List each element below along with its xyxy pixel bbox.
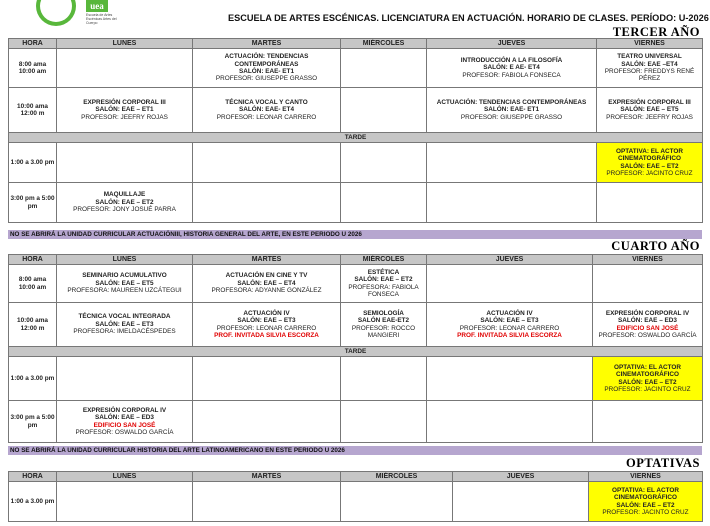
- classroom: SALÓN: EAE- ET1: [483, 106, 540, 114]
- classroom: SALÓN: EAE- ET1: [238, 68, 295, 75]
- professor: PROFESOR: ROCCO MANGIERI: [351, 324, 416, 339]
- table-header-row: [9, 255, 703, 265]
- class-cell-empty: [427, 143, 597, 183]
- class-cell-empty: [193, 357, 341, 401]
- classroom: SALÓN: EAE – ET1: [95, 106, 154, 114]
- class-cell-empty: [427, 357, 593, 401]
- class-cell: [57, 265, 193, 303]
- table-header-row: [9, 39, 703, 49]
- col-viernes: VIERNES: [589, 472, 703, 482]
- class-cell-empty: [427, 401, 593, 443]
- classroom: SALÓN: EAE – ED3: [95, 414, 154, 422]
- table-header-row: [9, 472, 703, 482]
- class-cell: [57, 183, 193, 223]
- course-name: ACTUACIÓN: TENDENCIAS CONTEMPORÁNEAS: [436, 98, 587, 106]
- professor: PROFESOR: OSWALDO GARCÍA: [75, 428, 174, 436]
- classroom: SALÓN: EAE – ET2: [618, 378, 677, 386]
- logo-mark: uea: [86, 0, 108, 12]
- afternoon-separator: [9, 347, 703, 357]
- closure-notice: NO SE ABRIRÁ LA UNIDAD CURRICULAR HISTORIA DEL ARTE LATINOAMERICANO EN ESTE PERIODO U 2026: [8, 446, 702, 455]
- logo-subtitle: Escuela de Artes Escénicas Artes del Cuerpo: [86, 13, 117, 25]
- table-row: [9, 303, 703, 347]
- class-cell: [427, 49, 597, 88]
- university-logo: [36, 0, 128, 30]
- class-cell-highlight: [589, 482, 703, 522]
- guest-professor: PROF. INVITADA SILVIA ESCORZA: [457, 331, 562, 339]
- col-martes: MARTES: [193, 472, 341, 482]
- class-cell-highlight: [593, 357, 703, 401]
- col-lunes: LUNES: [57, 39, 193, 49]
- professor: PROFESOR: JACINTO CRUZ: [606, 169, 693, 177]
- course-name: TEATRO UNIVERSAL: [617, 53, 682, 61]
- professor: PROFESOR: LEONAR CARRERO: [216, 113, 317, 121]
- section-title-tercer: TERCER AÑO: [612, 25, 700, 39]
- course-name: OPTATIVA: EL ACTOR CINEMATOGRÁFICO: [616, 147, 683, 163]
- professor: PROFESOR: GIUSEPPE GRASSO: [460, 113, 563, 121]
- course-name: ACTUACIÓN IV: [243, 309, 290, 317]
- course-name: ACTUACIÓN IV: [486, 309, 533, 317]
- professor: PROFESORA: MAUREEN UZCÁTEGUI: [67, 287, 182, 295]
- course-name: MAQUILLAJE: [103, 191, 146, 199]
- afternoon-separator: [9, 133, 703, 143]
- class-cell-empty: [427, 183, 597, 223]
- col-viernes: VIERNES: [597, 39, 703, 49]
- col-jueves: JUEVES: [453, 472, 589, 482]
- class-cell-empty: [453, 482, 589, 522]
- schedule-table-tercer: [8, 38, 703, 223]
- course-name: INTRODUCCIÓN A LA FILOSOFÍA: [460, 56, 563, 64]
- professor: PROFESOR: JEEFRY ROJAS: [81, 113, 168, 121]
- classroom: SALÓN: EAE – ET2: [354, 276, 413, 284]
- col-miercoles: MIÉRCOLES: [341, 472, 453, 482]
- classroom: SALÓN: EAE – ET2: [616, 501, 675, 509]
- col-martes: MARTES: [193, 39, 341, 49]
- class-cell-empty: [57, 482, 193, 522]
- classroom: SALÓN: EAE – ET2: [620, 162, 679, 170]
- time-slot: 1:00 a 3.00 pm: [9, 143, 57, 183]
- classroom: SALÓN: EAE –ET4: [621, 60, 678, 68]
- class-cell: [597, 88, 703, 133]
- time-slot: 10:00 ama 12:00 m: [9, 303, 57, 347]
- course-name: ACTUACIÓN: TENDENCIAS CONTEMPORÁNEAS: [224, 53, 309, 68]
- professor: PROFESORA: IMELDACÉSPEDES: [73, 328, 176, 336]
- afternoon-label: TARDE: [9, 133, 703, 143]
- course-name: SEMINARIO ACUMULATIVO: [82, 272, 167, 280]
- class-cell-empty: [193, 143, 341, 183]
- col-hora: HORA: [9, 472, 57, 482]
- professor: PROFESOR: FABIOLA FONSECA: [462, 71, 561, 79]
- col-miercoles: MIÉRCOLES: [341, 255, 427, 265]
- class-cell-empty: [193, 482, 341, 522]
- col-jueves: JUEVES: [427, 255, 593, 265]
- classroom: SALÓN: EAE – ET5: [620, 106, 679, 114]
- course-name: EXPRESIÓN CORPORAL IV: [605, 309, 690, 317]
- col-lunes: LUNES: [57, 255, 193, 265]
- table-row: [9, 143, 703, 183]
- class-cell-empty: [341, 88, 427, 133]
- class-cell: [193, 265, 341, 303]
- classroom: SALÓN: EAE – ED3: [618, 317, 677, 325]
- class-cell: [427, 88, 597, 133]
- schedule-table-optativas: [8, 471, 703, 522]
- class-cell-empty: [597, 183, 703, 223]
- section-title-optativas: OPTATIVAS: [626, 456, 700, 470]
- professor: PROFESORA: ADYANNE GONZÁLEZ: [211, 287, 322, 295]
- class-cell: [193, 88, 341, 133]
- course-name: ESTÉTICA: [367, 268, 400, 276]
- classroom: SALÓN EAE-ET2: [357, 317, 410, 325]
- class-cell: [341, 265, 427, 303]
- classroom: SALÓN: EAE – ET3: [95, 320, 154, 328]
- class-cell: [427, 303, 593, 347]
- col-martes: MARTES: [193, 255, 341, 265]
- class-cell-empty: [341, 401, 427, 443]
- logo-ring-icon: [36, 0, 76, 26]
- professor: PROFESORA: FABIOLA FONSECA: [348, 283, 419, 298]
- document-title: ESCUELA DE ARTES ESCÉNICAS. LICENCIATURA EN ACTUACIÓN. HORARIO DE CLASES. PERÍODO: U-2026: [228, 13, 709, 23]
- time-slot: 1:00 a 3.00 pm: [9, 357, 57, 401]
- col-hora: HORA: [9, 39, 57, 49]
- class-cell-empty: [57, 357, 193, 401]
- table-row: [9, 357, 703, 401]
- classroom: SALÓN: EAE – ET5: [95, 279, 154, 287]
- class-cell-empty: [341, 183, 427, 223]
- class-cell: [593, 303, 703, 347]
- classroom: SALÓN: EAE – ET2: [95, 198, 154, 206]
- table-row: [9, 401, 703, 443]
- professor: PROFESOR: OSWALDO GARCÍA: [598, 331, 697, 339]
- course-name: SEMIOLOGÍA: [363, 309, 404, 317]
- closure-notice: NO SE ABRIRÁ LA UNIDAD CURRICULAR ACTUACIÓNIII, HISTORIA GENERAL DEL ARTE, EN ESTE PERIODO U 2026: [8, 230, 702, 239]
- professor: PROFESOR: JEEFRY ROJAS: [606, 113, 693, 121]
- course-name: OPTATIVA: EL ACTOR CINEMATOGRÁFICO: [612, 486, 679, 502]
- table-row: [9, 482, 703, 522]
- class-cell-empty: [427, 265, 593, 303]
- section-title-cuarto: CUARTO AÑO: [611, 239, 700, 253]
- col-hora: HORA: [9, 255, 57, 265]
- class-cell-empty: [193, 183, 341, 223]
- class-cell-empty: [341, 482, 453, 522]
- class-cell-empty: [593, 401, 703, 443]
- course-name: TÉCNICA VOCAL Y CANTO: [225, 98, 308, 106]
- classroom: SALÓN: EAE – ET4: [237, 279, 296, 287]
- course-name: EXPRESIÓN CORPORAL IV: [82, 406, 167, 414]
- guest-professor: PROF. INVITADA SILVIA ESCORZA: [214, 331, 319, 339]
- time-slot: 8:00 ama 10:00 am: [9, 265, 57, 303]
- col-jueves: JUEVES: [427, 39, 597, 49]
- class-cell: [597, 49, 703, 88]
- course-name: EXPRESIÓN CORPORAL III: [83, 98, 166, 106]
- professor: PROFESOR: GIUSEPPE GRASSO: [215, 75, 318, 83]
- building-name: EDIFICIO SAN JOSÉ: [93, 421, 156, 429]
- table-row: [9, 88, 703, 133]
- classroom: SALÓN: E AE- ET4: [483, 64, 540, 72]
- professor: PROFESOR: JACINTO CRUZ: [604, 385, 691, 393]
- course-name: TÉCNICA VOCAL INTEGRADA: [78, 313, 171, 321]
- class-cell: [57, 401, 193, 443]
- professor: PROFESOR: LEONAR CARRERO: [459, 324, 560, 332]
- class-cell-empty: [57, 143, 193, 183]
- class-cell-empty: [193, 401, 341, 443]
- class-cell: [57, 303, 193, 347]
- professor: PROFESOR: FREDDYS RENÉ PÉREZ: [604, 68, 695, 83]
- class-cell: [341, 303, 427, 347]
- building-name: EDIFICIO SAN JOSÉ: [616, 324, 679, 332]
- class-cell-empty: [593, 265, 703, 303]
- class-cell-empty: [341, 143, 427, 183]
- col-miercoles: MIÉRCOLES: [341, 39, 427, 49]
- class-cell-empty: [341, 49, 427, 88]
- time-slot: 1:00 a 3.00 pm: [9, 482, 57, 522]
- classroom: SALÓN: EAE – ET3: [480, 317, 539, 325]
- class-cell-empty: [341, 357, 427, 401]
- class-cell: [193, 49, 341, 88]
- time-slot: 10:00 ama 12:00 m: [9, 88, 57, 133]
- professor: PROFESOR: JONY JOSUÉ PARRA: [73, 206, 176, 214]
- class-cell-highlight: [597, 143, 703, 183]
- table-row: [9, 49, 703, 88]
- course-name: EXPRESIÓN CORPORAL III: [608, 98, 691, 106]
- professor: PROFESOR: LEONAR CARRERO: [216, 324, 317, 332]
- col-viernes: VIERNES: [593, 255, 703, 265]
- table-row: [9, 183, 703, 223]
- course-name: OPTATIVA: EL ACTOR CINEMATOGRÁFICO: [614, 363, 681, 379]
- time-slot: 3:00 pm a 5:00 pm: [9, 401, 57, 443]
- class-cell: [57, 88, 193, 133]
- table-row: [9, 265, 703, 303]
- time-slot: 8:00 ama 10:00 am: [9, 49, 57, 88]
- course-name: ACTUACIÓN EN CINE Y TV: [225, 272, 308, 280]
- time-slot: 3:00 pm a 5:00 pm: [9, 183, 57, 223]
- col-lunes: LUNES: [57, 472, 193, 482]
- classroom: SALÓN: EAE – ET3: [237, 317, 296, 325]
- afternoon-label: TARDE: [9, 347, 703, 357]
- class-cell: [193, 303, 341, 347]
- schedule-table-cuarto: [8, 254, 703, 443]
- class-cell-empty: [57, 49, 193, 88]
- classroom: SALÓN: EAE- ET4: [238, 106, 295, 114]
- professor: PROFESOR: JACINTO CRUZ: [602, 508, 689, 516]
